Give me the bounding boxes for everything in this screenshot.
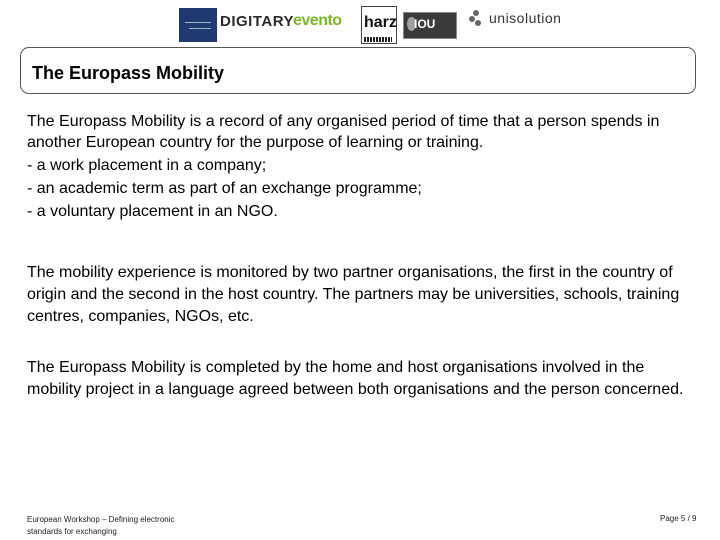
slide-content: [27, 111, 699, 398]
list-item: - a voluntary placement in an NGO.: [27, 203, 278, 220]
page-title: The Europass Mobility: [32, 63, 225, 83]
logo-bar: [0, 0, 720, 46]
footer-workshop-text: European Workshop – Defining electronic standards for exchanging: [27, 515, 175, 536]
paragraph-intro: The Europass Mobility is a record of any organised period of time that a person spends in another European country for the purpose of learning or training.: [27, 113, 660, 151]
evento-logo: evento: [293, 12, 342, 29]
unisolution-logo: unisolution: [469, 10, 561, 26]
paragraph-monitoring: The mobility experience is monitored by two partner organisations, the first in the country of origin and the second in the host country. The partners may be universities, schools, training centres, companies, NGOs, etc.: [27, 264, 680, 325]
footer-page-number: Page 5 / 9: [660, 514, 697, 523]
title-box: [20, 47, 696, 94]
list-item: - a work placement in a company;: [27, 157, 267, 174]
partner-logo-emblem: [179, 8, 217, 42]
paragraph-completion: The Europass Mobility is completed by the home and host organisations involved in the mobility project in a language agreed between both organisations and the person concerned.: [27, 359, 684, 398]
harz-logo: harz: [361, 6, 397, 44]
digitary-logo: DIGITARY: [220, 13, 294, 30]
iou-logo: IOU: [403, 12, 457, 39]
list-item: - an academic term as part of an exchange programme;: [27, 180, 422, 197]
unisolution-mark-icon: [469, 10, 483, 26]
